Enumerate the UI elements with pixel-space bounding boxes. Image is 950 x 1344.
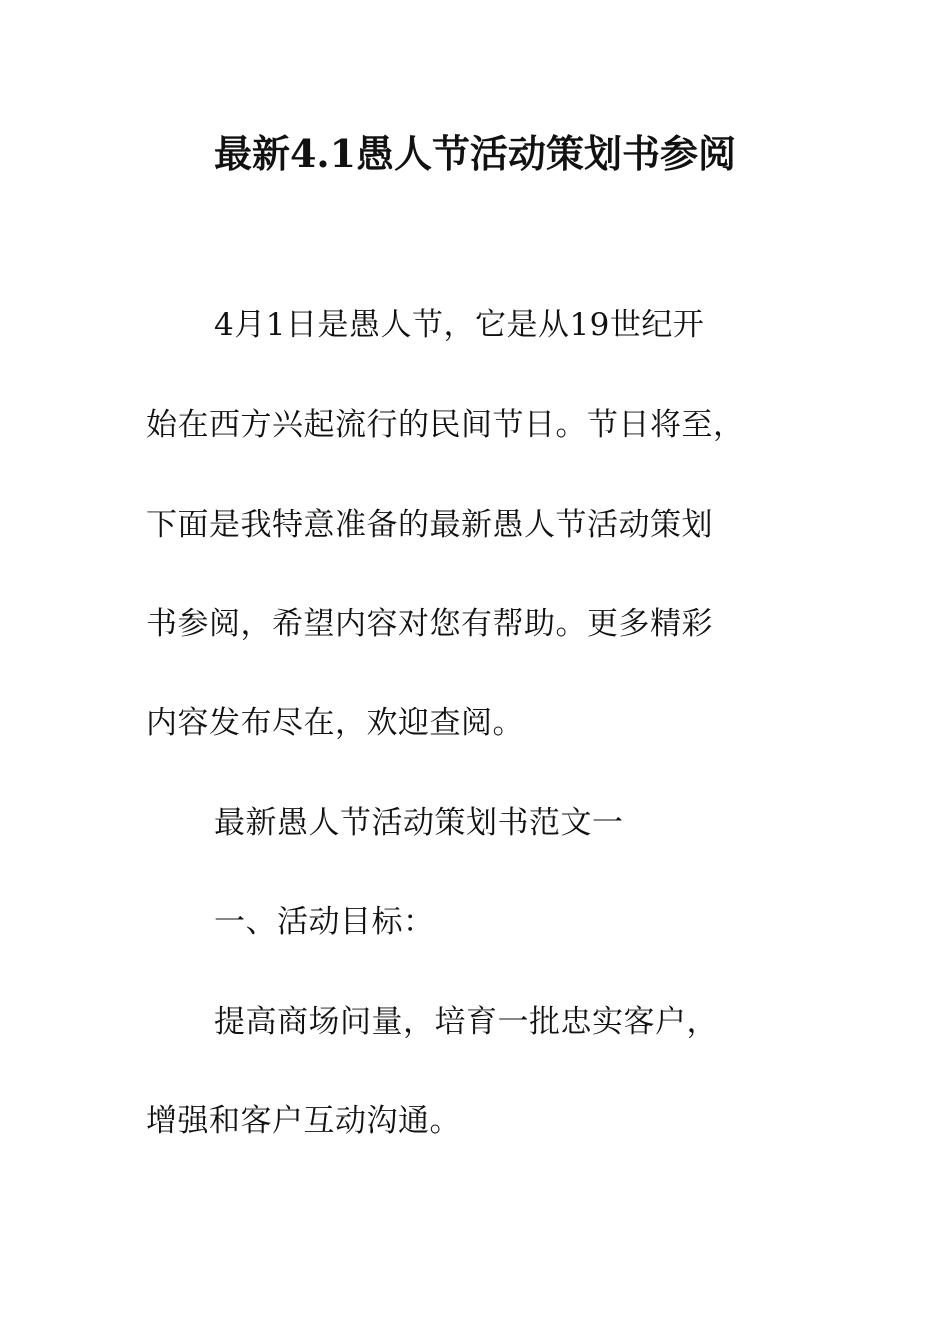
- goal-paragraph-line-2: 增强和客户互动沟通。: [146, 1103, 461, 1139]
- intro-paragraph-line-3: 下面是我特意准备的最新愚人节活动策划: [146, 507, 713, 543]
- intro-paragraph-line-2: 始在西方兴起流行的民间节日。节日将至，: [146, 407, 745, 443]
- intro-paragraph-line-1: 4月1日是愚人节，它是从19世纪开: [214, 307, 705, 343]
- subsection-heading: 一、活动目标：: [214, 904, 435, 940]
- intro-paragraph-line-5: 内容发布尽在，欢迎查阅。: [146, 705, 524, 741]
- document-title: 最新4.1愚人节活动策划书参阅: [213, 131, 737, 176]
- section-heading: 最新愚人节活动策划书范文一: [214, 805, 624, 841]
- intro-paragraph-line-4: 书参阅，希望内容对您有帮助。更多精彩: [146, 606, 713, 642]
- goal-paragraph-line-1: 提高商场问量，培育一批忠实客户，: [214, 1004, 718, 1040]
